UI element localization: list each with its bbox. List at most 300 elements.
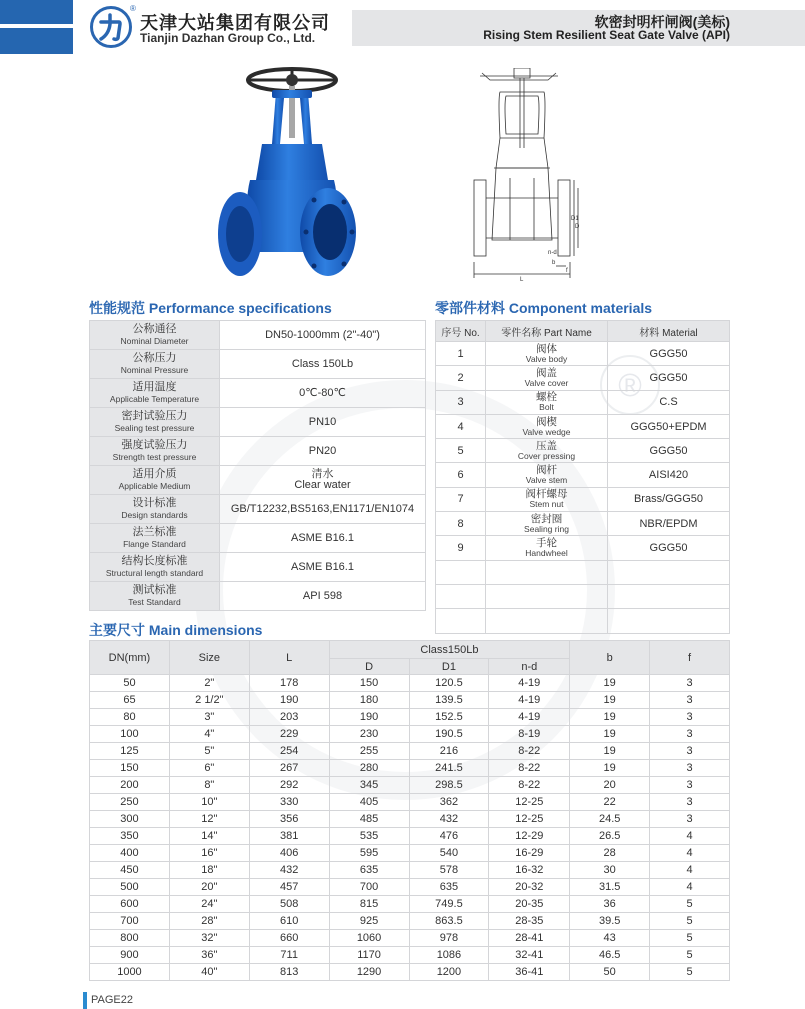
dim-nd: 32-41 <box>489 947 570 964</box>
dim-d: 925 <box>329 913 409 930</box>
dim-dn: 125 <box>90 743 170 760</box>
table-row <box>90 553 426 582</box>
table-row <box>90 692 730 709</box>
dim-l: 254 <box>249 743 329 760</box>
dim-d1: 863.5 <box>409 913 489 930</box>
perf-label-cn: 法兰标准 <box>132 525 177 538</box>
dim-l: 508 <box>249 896 329 913</box>
perf-label-en: Sealing test pressure <box>114 422 195 433</box>
perf-value-secondary: Clear water <box>294 479 351 491</box>
dim-b: 20 <box>570 777 650 794</box>
perf-value-cell <box>220 350 426 379</box>
empty-cell <box>608 609 730 633</box>
dim-f: 3 <box>650 675 730 692</box>
table-row <box>90 743 730 760</box>
drawing-label-b: b <box>552 260 556 266</box>
perf-label-en: Design standards <box>121 509 188 520</box>
company-logo-icon <box>90 6 132 48</box>
comp-no: 6 <box>436 463 486 487</box>
comp-no: 2 <box>436 366 486 390</box>
dim-l: 229 <box>249 726 329 743</box>
dim-f: 4 <box>650 828 730 845</box>
dim-dn: 100 <box>90 726 170 743</box>
dim-d1: 152.5 <box>409 709 489 726</box>
table-row <box>436 512 730 536</box>
components-table <box>435 320 730 634</box>
comp-material: C.S <box>608 390 730 414</box>
dimensions-title: 主要尺寸 Main dimensions <box>89 622 263 638</box>
dim-dn: 450 <box>90 862 170 879</box>
perf-label-cell <box>90 321 220 350</box>
dim-d: 255 <box>329 743 409 760</box>
dim-size: 14" <box>169 828 249 845</box>
comp-part-en: Handwheel <box>525 548 568 559</box>
dim-l: 432 <box>249 862 329 879</box>
dim-dn: 900 <box>90 947 170 964</box>
dim-size: 36" <box>169 947 249 964</box>
drawing-label-f: f <box>566 268 568 274</box>
dim-dn: 65 <box>90 692 170 709</box>
dim-f: 3 <box>650 794 730 811</box>
dim-d1: 432 <box>409 811 489 828</box>
comp-part-cn: 阀杆螺母 <box>525 488 568 501</box>
dim-d: 485 <box>329 811 409 828</box>
comp-material: NBR/EPDM <box>608 512 730 536</box>
dim-size: 4" <box>169 726 249 743</box>
comp-no: 5 <box>436 439 486 463</box>
dim-size: 12" <box>169 811 249 828</box>
dim-l: 406 <box>249 845 329 862</box>
comp-material: GGG50 <box>608 536 730 560</box>
dimensions-table <box>89 640 730 981</box>
dim-nd: 12-25 <box>489 811 570 828</box>
performance-title: 性能规范 Performance specifications <box>89 300 332 316</box>
comp-header-part: 零件名称 Part Name <box>486 321 608 342</box>
dim-d: 1060 <box>329 930 409 947</box>
drawing-label-l: L <box>520 277 524 282</box>
header-accent-bottom <box>0 28 73 54</box>
empty-cell <box>608 584 730 608</box>
perf-label-en: Applicable Medium <box>118 480 191 491</box>
dim-nd: 28-41 <box>489 930 570 947</box>
table-row <box>436 487 730 511</box>
perf-value-cell <box>220 466 426 495</box>
company-name-en: Tianjin Dazhan Group Co., Ltd. <box>140 31 316 45</box>
dim-size: 8" <box>169 777 249 794</box>
table-row <box>436 536 730 560</box>
dim-dn: 200 <box>90 777 170 794</box>
perf-label-en: Structural length standard <box>105 567 204 578</box>
comp-part-cell <box>486 342 608 366</box>
comp-header-material: 材料 Material <box>608 321 730 342</box>
page-number: PAGE22 <box>91 994 133 1006</box>
comp-part-cn: 手轮 <box>536 537 557 550</box>
dim-b: 19 <box>570 743 650 760</box>
perf-label-cell <box>90 524 220 553</box>
dim-d: 815 <box>329 896 409 913</box>
dim-f: 5 <box>650 964 730 981</box>
dim-b: 26.5 <box>570 828 650 845</box>
comp-part-cn: 阀楔 <box>536 415 557 428</box>
dim-b: 43 <box>570 930 650 947</box>
dim-size: 32" <box>169 930 249 947</box>
perf-label-en: Test Standard <box>128 596 181 607</box>
table-row <box>90 408 426 437</box>
table-row <box>90 466 426 495</box>
dim-size: 5" <box>169 743 249 760</box>
dim-d: 150 <box>329 675 409 692</box>
empty-cell <box>436 609 486 633</box>
dim-nd: 28-35 <box>489 913 570 930</box>
dim-b: 19 <box>570 760 650 777</box>
dim-header-b: b <box>570 641 650 675</box>
empty-cell <box>486 560 608 584</box>
table-row-empty <box>436 584 730 608</box>
perf-label-cell <box>90 582 220 611</box>
perf-value: API 598 <box>302 589 343 602</box>
empty-cell <box>436 584 486 608</box>
table-row <box>90 379 426 408</box>
dim-l: 330 <box>249 794 329 811</box>
dim-dn: 500 <box>90 879 170 896</box>
dim-header-d: D <box>329 659 409 675</box>
dim-d1: 190.5 <box>409 726 489 743</box>
perf-label-cn: 设计标准 <box>132 496 177 509</box>
dim-l: 267 <box>249 760 329 777</box>
dim-dn: 800 <box>90 930 170 947</box>
dim-l: 610 <box>249 913 329 930</box>
perf-value: PN10 <box>308 415 337 428</box>
dim-nd: 8-22 <box>489 743 570 760</box>
comp-part-en: Cover pressing <box>517 450 576 461</box>
header-accent-top <box>0 0 73 24</box>
dim-nd: 8-22 <box>489 760 570 777</box>
dim-f: 5 <box>650 896 730 913</box>
dim-b: 36 <box>570 896 650 913</box>
dim-l: 356 <box>249 811 329 828</box>
dim-d: 1290 <box>329 964 409 981</box>
dim-f: 5 <box>650 930 730 947</box>
perf-label-en: Strength test pressure <box>112 451 197 462</box>
comp-part-cell <box>486 414 608 438</box>
dim-size: 16" <box>169 845 249 862</box>
table-row <box>436 342 730 366</box>
table-row <box>436 414 730 438</box>
dim-nd: 16-32 <box>489 862 570 879</box>
table-row <box>90 495 426 524</box>
comp-part-cn: 密封圈 <box>530 512 563 525</box>
product-title-cn: 软密封明杆闸阀(美标) <box>594 14 730 30</box>
dim-header-dn: DN(mm) <box>90 641 170 675</box>
table-row <box>90 879 730 896</box>
table-row <box>90 794 730 811</box>
dim-d: 190 <box>329 709 409 726</box>
dim-size: 28" <box>169 913 249 930</box>
comp-material: Brass/GGG50 <box>608 487 730 511</box>
empty-cell <box>436 560 486 584</box>
dim-f: 4 <box>650 845 730 862</box>
registered-mark: ® <box>130 4 136 13</box>
table-row <box>436 463 730 487</box>
table-row <box>90 845 730 862</box>
dim-nd: 4-19 <box>489 675 570 692</box>
comp-material: GGG50 <box>608 342 730 366</box>
dim-header-f: f <box>650 641 730 675</box>
perf-label-cn: 测试标准 <box>132 583 177 596</box>
watermark-registered-mark: ® <box>600 355 660 415</box>
dim-size: 18" <box>169 862 249 879</box>
dim-header-l: L <box>249 641 329 675</box>
table-row <box>90 675 730 692</box>
perf-label-cell <box>90 379 220 408</box>
dim-d1: 1086 <box>409 947 489 964</box>
dim-d: 280 <box>329 760 409 777</box>
comp-no: 7 <box>436 487 486 511</box>
dim-f: 5 <box>650 947 730 964</box>
table-row <box>90 947 730 964</box>
table-row <box>90 896 730 913</box>
valve-technical-drawing <box>470 68 580 282</box>
perf-label-cn: 密封试验压力 <box>121 409 188 422</box>
dim-d1: 241.5 <box>409 760 489 777</box>
perf-value: ASME B16.1 <box>291 560 354 573</box>
dim-l: 381 <box>249 828 329 845</box>
dim-d: 595 <box>329 845 409 862</box>
dim-b: 19 <box>570 675 650 692</box>
perf-label-cell <box>90 553 220 582</box>
dim-f: 4 <box>650 879 730 896</box>
dim-d: 700 <box>329 879 409 896</box>
perf-label-cell <box>90 408 220 437</box>
perf-label-cn: 适用温度 <box>132 380 177 393</box>
dim-f: 3 <box>650 709 730 726</box>
comp-part-cell <box>486 512 608 536</box>
dim-dn: 150 <box>90 760 170 777</box>
table-row <box>90 811 730 828</box>
dim-dn: 50 <box>90 675 170 692</box>
dim-f: 3 <box>650 777 730 794</box>
dim-d1: 476 <box>409 828 489 845</box>
perf-label-en: Nominal Pressure <box>120 364 189 375</box>
dim-f: 3 <box>650 760 730 777</box>
table-row <box>90 709 730 726</box>
comp-part-cn: 压盖 <box>536 439 557 452</box>
perf-value-cell <box>220 408 426 437</box>
dim-nd: 16-29 <box>489 845 570 862</box>
perf-value-cell <box>220 379 426 408</box>
perf-label-cell <box>90 437 220 466</box>
performance-table <box>89 320 426 611</box>
table-row-empty <box>436 560 730 584</box>
dim-size: 3" <box>169 709 249 726</box>
dim-d: 405 <box>329 794 409 811</box>
dim-dn: 250 <box>90 794 170 811</box>
perf-value: 0℃-80℃ <box>299 386 346 399</box>
dim-dn: 600 <box>90 896 170 913</box>
table-row <box>90 930 730 947</box>
comp-no: 1 <box>436 342 486 366</box>
dim-header-size: Size <box>169 641 249 675</box>
dim-l: 178 <box>249 675 329 692</box>
comp-no: 9 <box>436 536 486 560</box>
company-name-cn: 天津大站集团有限公司 <box>140 13 330 33</box>
empty-cell <box>486 609 608 633</box>
comp-material: GGG50+EPDM <box>608 414 730 438</box>
dim-d: 635 <box>329 862 409 879</box>
dim-f: 3 <box>650 726 730 743</box>
dim-l: 660 <box>249 930 329 947</box>
dim-d: 180 <box>329 692 409 709</box>
comp-part-cell <box>486 536 608 560</box>
comp-part-cell <box>486 366 608 390</box>
comp-no: 4 <box>436 414 486 438</box>
dim-nd: 20-32 <box>489 879 570 896</box>
dim-l: 813 <box>249 964 329 981</box>
comp-part-cell <box>486 390 608 414</box>
table-row <box>90 964 730 981</box>
dim-size: 6" <box>169 760 249 777</box>
perf-label-cn: 公称通径 <box>132 322 177 335</box>
dim-d: 1170 <box>329 947 409 964</box>
dim-b: 30 <box>570 862 650 879</box>
dim-b: 19 <box>570 692 650 709</box>
dim-dn: 80 <box>90 709 170 726</box>
dim-dn: 700 <box>90 913 170 930</box>
perf-value: GB/T12232,BS5163,EN1171/EN1074 <box>230 502 415 515</box>
perf-label-cell <box>90 350 220 379</box>
dim-d1: 120.5 <box>409 675 489 692</box>
dim-nd: 8-19 <box>489 726 570 743</box>
perf-label-cell <box>90 495 220 524</box>
table-row <box>436 439 730 463</box>
dim-nd: 20-35 <box>489 896 570 913</box>
dim-l: 292 <box>249 777 329 794</box>
drawing-label-nd: n-d <box>548 250 557 256</box>
valve-photo <box>210 62 360 284</box>
perf-value-cell <box>220 553 426 582</box>
perf-value: ASME B16.1 <box>291 531 354 544</box>
components-title: 零部件材料 Component materials <box>435 300 653 316</box>
dim-f: 3 <box>650 692 730 709</box>
dim-b: 19 <box>570 726 650 743</box>
comp-header-no: 序号 No. <box>436 321 486 342</box>
dim-d1: 139.5 <box>409 692 489 709</box>
dim-d1: 216 <box>409 743 489 760</box>
perf-value-cell <box>220 582 426 611</box>
dim-size: 10" <box>169 794 249 811</box>
dim-d1: 749.5 <box>409 896 489 913</box>
dim-nd: 8-22 <box>489 777 570 794</box>
product-title-en: Rising Stem Resilient Seat Gate Valve (API) <box>483 28 730 42</box>
comp-material: GGG50 <box>608 366 730 390</box>
table-row <box>90 524 426 553</box>
dim-d1: 1200 <box>409 964 489 981</box>
comp-part-cell <box>486 439 608 463</box>
comp-part-en: Sealing ring <box>524 523 569 534</box>
comp-part-en: Valve cover <box>524 377 569 388</box>
comp-part-cell <box>486 487 608 511</box>
dim-nd: 36-41 <box>489 964 570 981</box>
comp-material: AISI420 <box>608 463 730 487</box>
dim-b: 19 <box>570 709 650 726</box>
comp-part-cn: 阀体 <box>536 342 557 355</box>
table-row <box>90 760 730 777</box>
dim-dn: 350 <box>90 828 170 845</box>
perf-value-cell <box>220 321 426 350</box>
comp-part-en: Valve stem <box>525 475 568 486</box>
perf-value-cell <box>220 524 426 553</box>
comp-part-cell <box>486 463 608 487</box>
perf-value: Class 150Lb <box>291 357 354 370</box>
empty-cell <box>608 560 730 584</box>
comp-part-cn: 螺栓 <box>536 391 557 404</box>
dim-d1: 978 <box>409 930 489 947</box>
table-row <box>90 913 730 930</box>
dim-d1: 578 <box>409 862 489 879</box>
comp-part-en: Stem nut <box>529 499 564 510</box>
dim-dn: 1000 <box>90 964 170 981</box>
perf-label-en: Flange Standard <box>123 538 186 549</box>
comp-material: GGG50 <box>608 439 730 463</box>
perf-value: DN50-1000mm (2"-40") <box>265 328 380 341</box>
dim-nd: 12-25 <box>489 794 570 811</box>
dim-size: 2" <box>169 675 249 692</box>
dim-f: 3 <box>650 811 730 828</box>
dim-b: 22 <box>570 794 650 811</box>
dim-b: 46.5 <box>570 947 650 964</box>
dim-l: 190 <box>249 692 329 709</box>
dim-d: 345 <box>329 777 409 794</box>
dim-l: 203 <box>249 709 329 726</box>
dim-b: 50 <box>570 964 650 981</box>
perf-value: 清水 <box>311 468 334 480</box>
table-row <box>436 366 730 390</box>
table-row <box>90 350 426 379</box>
dim-f: 5 <box>650 913 730 930</box>
dim-d1: 540 <box>409 845 489 862</box>
dim-f: 4 <box>650 862 730 879</box>
dim-nd: 4-19 <box>489 692 570 709</box>
dim-header-nd: n-d <box>489 659 570 675</box>
dim-f: 3 <box>650 743 730 760</box>
table-row <box>90 321 426 350</box>
dim-nd: 12-29 <box>489 828 570 845</box>
drawing-label-d1: D1 <box>571 216 579 222</box>
drawing-label-d: D <box>575 224 580 230</box>
perf-label-en: Nominal Diameter <box>120 335 189 346</box>
comp-part-en: Valve wedge <box>522 426 571 437</box>
comp-no: 3 <box>436 390 486 414</box>
dim-d1: 298.5 <box>409 777 489 794</box>
table-row <box>90 726 730 743</box>
dim-size: 40" <box>169 964 249 981</box>
dim-header-class: Class150Lb <box>329 641 570 659</box>
comp-part-en: Valve body <box>525 353 568 364</box>
dim-size: 2 1/2" <box>169 692 249 709</box>
comp-part-cn: 阀杆 <box>536 464 557 477</box>
dim-dn: 400 <box>90 845 170 862</box>
table-row <box>90 828 730 845</box>
table-row <box>436 390 730 414</box>
dim-d1: 635 <box>409 879 489 896</box>
dim-nd: 4-19 <box>489 709 570 726</box>
dim-b: 39.5 <box>570 913 650 930</box>
dim-size: 20" <box>169 879 249 896</box>
page-marker <box>83 992 87 1009</box>
dim-b: 31.5 <box>570 879 650 896</box>
table-row <box>90 437 426 466</box>
empty-cell <box>486 584 608 608</box>
